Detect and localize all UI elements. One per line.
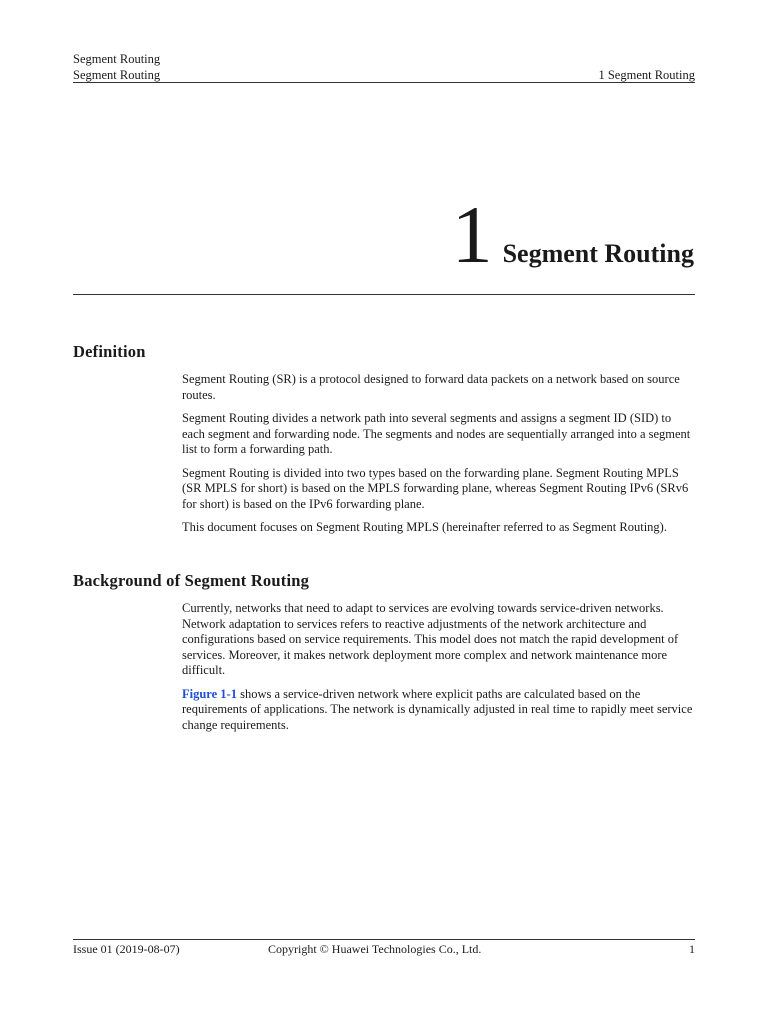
- figure-1-1-link[interactable]: Figure 1-1: [182, 686, 237, 701]
- background-paragraph: Currently, networks that need to adapt to services are evolving towards service-driven networks. Network adaptation to services refers to reactive adjustments of the network architecture and configurations based on service requirements. This model does not match the rapid development of services. Moreover, it makes network deployment more complex and network maintenance more difficult.: [182, 601, 679, 677]
- definition-paragraph: This document focuses on Segment Routing MPLS (hereinafter referred to as Segment Routing).: [182, 520, 667, 534]
- footer-copyright: Copyright © Huawei Technologies Co., Ltd.: [268, 942, 482, 956]
- chapter-title: [452, 190, 694, 280]
- chapter-divider: [73, 294, 695, 295]
- header-section-line: [73, 67, 695, 83]
- footer-issue: Issue 01 (2019-08-07): [73, 942, 180, 956]
- header-section-left: Segment Routing: [73, 68, 161, 82]
- footer-divider: [73, 939, 695, 940]
- definition-paragraph: Segment Routing (SR) is a protocol designed to forward data packets on a network based on source routes.: [182, 372, 680, 402]
- definition-paragraph: Segment Routing is divided into two types based on the forwarding plane. Segment Routing MPLS (SR MPLS for short) is based on the MPLS forwarding plane, whereas Segment Routing IPv6 (SRv6 for short) is based on the IPv6 forwarding plane.: [182, 465, 689, 511]
- footer-page-number: 1: [689, 942, 695, 956]
- chapter-name: Segment Routing: [502, 239, 694, 268]
- background-paragraph-rest: shows a service-driven network where explicit paths are calculated based on the requirements of applications. The network is dynamically adjusted in real time to rapidly meet service change requirements.: [182, 686, 693, 732]
- header-section-right: 1 Segment Routing: [598, 68, 695, 82]
- background-paragraph-figure: [182, 687, 695, 734]
- definition-paragraph: Segment Routing divides a network path into several segments and assigns a segment ID (SID) to each segment and forwarding node. The segments and nodes are sequentially arranged into a segment list to form a forwarding path.: [182, 411, 691, 456]
- definition-body: [182, 372, 695, 544]
- chapter-number: 1: [451, 189, 493, 280]
- background-heading: Background of Segment Routing: [73, 571, 310, 590]
- page-footer: [73, 941, 695, 957]
- header-doc-title: Segment Routing: [73, 52, 161, 66]
- page-header: [73, 51, 695, 83]
- background-body: [182, 601, 695, 741]
- header-divider: [73, 82, 695, 83]
- definition-heading: Definition: [73, 342, 146, 361]
